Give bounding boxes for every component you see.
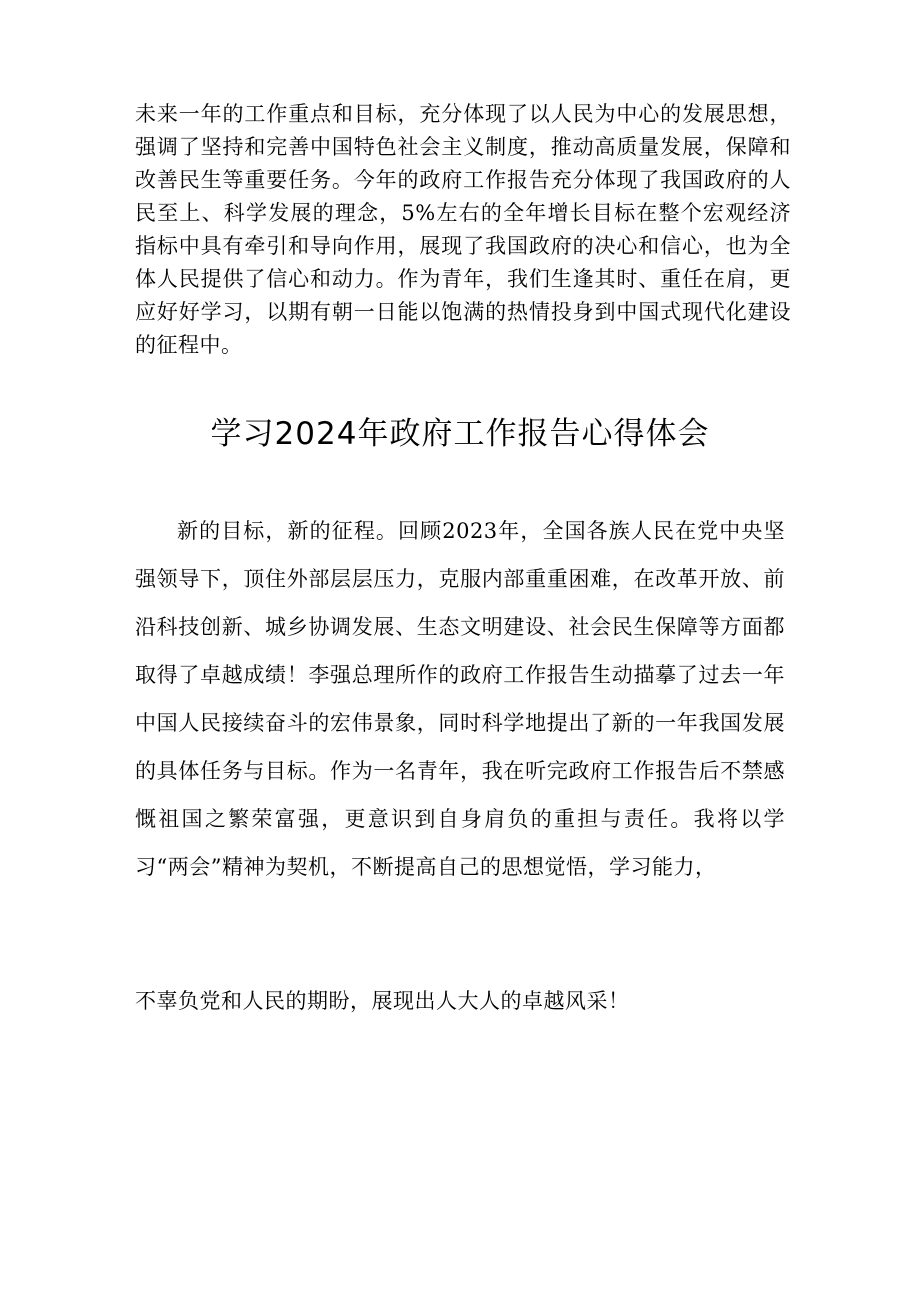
body-paragraph: 新的目标，新的征程。回顾2023年，全国各族人民在党中央坚强领导下，顶住外部层层压力，克服内部重重困难，在改革开放、前沿科技创新、城乡协调发展、生态文明建设、社会民生保障等方面都取得了卓越成绩！李强总理所作的政府工作报告生动描摹了过去一年中国人民接续奋斗的宏伟景象，同时科学地提出了新的一年我国发展的具体任务与目标。作为一名青年，我在听完政府工作报告后不禁感慨祖国之繁荣富强，更意识到自身肩负的重担与责任。我将以学习“两会”精神为契机，不断提高自己的思想觉悟，学习能力， (135, 519, 785, 879)
closing-paragraph: 不辜负党和人民的期盼，展现出人大人的卓越风采！ (135, 989, 630, 1013)
intro-paragraph: 未来一年的工作重点和目标，充分体现了以人民为中心的发展思想，强调了坚持和完善中国特色社会主义制度，推动高质量发展，保障和改善民生等重要任务。今年的政府工作报告充分体现了我国政府的人民至上、科学发展的理念，5%左右的全年增长目标在整个宏观经济指标中具有牵引和导向作用，展现了我国政府的决心和信心，也为全体人民提供了信心和动力。作为青年，我们生逢其时、重任在肩，更应好好学习，以期有朝一日能以饱满的热情投身到中国式现代化建设的征程中。 (135, 102, 791, 357)
page-title: 学习2024年政府工作报告心得体会 (210, 416, 710, 452)
